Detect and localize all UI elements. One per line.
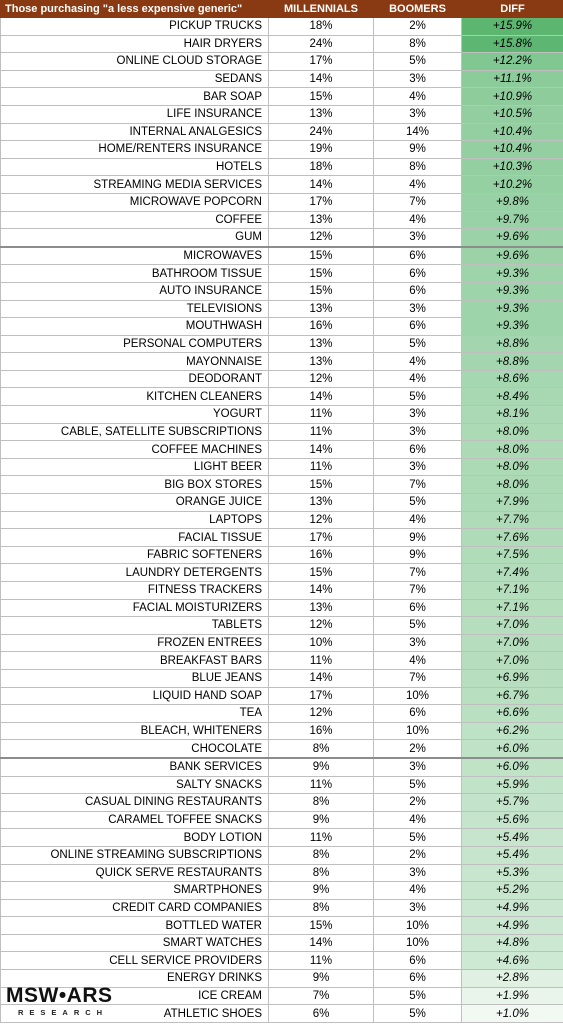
diff-cell: +2.8% <box>462 970 563 988</box>
boomers-cell: 4% <box>374 811 462 829</box>
millennials-cell: 7% <box>269 987 374 1005</box>
category-cell: LIGHT BEER <box>1 458 269 476</box>
diff-cell: +6.0% <box>462 740 563 758</box>
boomers-cell: 5% <box>374 388 462 406</box>
diff-cell: +9.6% <box>462 247 563 265</box>
table-row <box>1 952 563 970</box>
category-cell: STREAMING MEDIA SERVICES <box>1 176 269 194</box>
diff-cell: +7.6% <box>462 529 563 547</box>
boomers-cell: 5% <box>374 617 462 635</box>
boomers-cell: 4% <box>374 353 462 371</box>
millennials-cell: 24% <box>269 35 374 53</box>
millennials-cell: 11% <box>269 423 374 441</box>
diff-cell: +1.9% <box>462 987 563 1005</box>
diff-cell: +15.8% <box>462 35 563 53</box>
millennials-cell: 6% <box>269 1005 374 1023</box>
category-cell: CELL SERVICE PROVIDERS <box>1 952 269 970</box>
table-row <box>1 370 563 388</box>
millennials-cell: 14% <box>269 582 374 600</box>
boomers-cell: 3% <box>374 634 462 652</box>
millennials-cell: 11% <box>269 829 374 847</box>
table-row <box>1 141 563 159</box>
category-cell: TELEVISIONS <box>1 300 269 318</box>
millennials-cell: 16% <box>269 722 374 740</box>
boomers-cell: 4% <box>374 176 462 194</box>
boomers-cell: 6% <box>374 970 462 988</box>
category-cell: YOGURT <box>1 406 269 424</box>
diff-cell: +8.4% <box>462 388 563 406</box>
table-row <box>1 53 563 71</box>
millennials-cell: 12% <box>269 229 374 247</box>
diff-cell: +8.0% <box>462 423 563 441</box>
diff-cell: +7.0% <box>462 634 563 652</box>
table-row <box>1 917 563 935</box>
table-row <box>1 494 563 512</box>
category-cell: FACIAL MOISTURIZERS <box>1 599 269 617</box>
boomers-cell: 7% <box>374 669 462 687</box>
table-body <box>1 18 563 1023</box>
table-row <box>1 546 563 564</box>
diff-cell: +10.2% <box>462 176 563 194</box>
table-row <box>1 476 563 494</box>
diff-cell: +6.7% <box>462 687 563 705</box>
boomers-cell: 3% <box>374 423 462 441</box>
category-cell: QUICK SERVE RESTAURANTS <box>1 864 269 882</box>
category-cell: HOTELS <box>1 158 269 176</box>
boomers-cell: 5% <box>374 494 462 512</box>
logo-wordmark: MSW•ARS <box>6 984 113 1007</box>
millennials-cell: 15% <box>269 265 374 283</box>
millennials-cell: 8% <box>269 846 374 864</box>
boomers-cell: 9% <box>374 141 462 159</box>
table-row <box>1 229 563 247</box>
diff-cell: +8.8% <box>462 353 563 371</box>
millennials-cell: 15% <box>269 564 374 582</box>
boomers-cell: 6% <box>374 599 462 617</box>
millennials-cell: 14% <box>269 388 374 406</box>
table-row <box>1 776 563 794</box>
table-row <box>1 158 563 176</box>
category-cell: LAUNDRY DETERGENTS <box>1 564 269 582</box>
boomers-cell: 2% <box>374 18 462 36</box>
category-cell: COFFEE <box>1 211 269 229</box>
boomers-cell: 4% <box>374 211 462 229</box>
boomers-cell: 5% <box>374 335 462 353</box>
category-cell: TEA <box>1 705 269 723</box>
boomers-cell: 2% <box>374 846 462 864</box>
diff-cell: +4.9% <box>462 917 563 935</box>
millennials-cell: 13% <box>269 300 374 318</box>
table-row <box>1 846 563 864</box>
table-row <box>1 265 563 283</box>
boomers-cell: 8% <box>374 158 462 176</box>
boomers-cell: 3% <box>374 406 462 424</box>
header-boomers: BOOMERS <box>374 1 462 18</box>
header-millennials: MILLENNIALS <box>269 1 374 18</box>
mswarss-logo <box>6 984 156 1022</box>
boomers-cell: 7% <box>374 564 462 582</box>
category-cell: SEDANS <box>1 70 269 88</box>
diff-cell: +5.4% <box>462 846 563 864</box>
boomers-cell: 10% <box>374 917 462 935</box>
millennials-cell: 15% <box>269 88 374 106</box>
diff-cell: +7.0% <box>462 652 563 670</box>
table-row <box>1 669 563 687</box>
diff-cell: +8.6% <box>462 370 563 388</box>
boomers-cell: 3% <box>374 899 462 917</box>
header-diff: DIFF <box>462 1 563 18</box>
category-cell: FROZEN ENTREES <box>1 634 269 652</box>
category-cell: BATHROOM TISSUE <box>1 265 269 283</box>
table-row <box>1 282 563 300</box>
millennials-cell: 24% <box>269 123 374 141</box>
diff-cell: +7.1% <box>462 599 563 617</box>
millennials-cell: 15% <box>269 917 374 935</box>
boomers-cell: 6% <box>374 265 462 283</box>
boomers-cell: 10% <box>374 687 462 705</box>
millennials-cell: 18% <box>269 158 374 176</box>
table-row <box>1 652 563 670</box>
table-row <box>1 582 563 600</box>
diff-cell: +4.9% <box>462 899 563 917</box>
boomers-cell: 4% <box>374 882 462 900</box>
diff-cell: +8.1% <box>462 406 563 424</box>
diff-cell: +5.6% <box>462 811 563 829</box>
diff-cell: +12.2% <box>462 53 563 71</box>
table-row <box>1 564 563 582</box>
diff-cell: +10.9% <box>462 88 563 106</box>
table-row <box>1 758 563 776</box>
diff-cell: +8.0% <box>462 458 563 476</box>
diff-cell: +9.6% <box>462 229 563 247</box>
table-row <box>1 882 563 900</box>
millennials-cell: 9% <box>269 970 374 988</box>
diff-cell: +7.4% <box>462 564 563 582</box>
millennials-cell: 8% <box>269 740 374 758</box>
boomers-cell: 3% <box>374 229 462 247</box>
boomers-cell: 7% <box>374 193 462 211</box>
boomers-cell: 5% <box>374 829 462 847</box>
table-row <box>1 794 563 812</box>
millennials-cell: 19% <box>269 141 374 159</box>
diff-cell: +6.2% <box>462 722 563 740</box>
table-row <box>1 247 563 265</box>
category-cell: SMARTPHONES <box>1 882 269 900</box>
diff-cell: +11.1% <box>462 70 563 88</box>
boomers-cell: 7% <box>374 582 462 600</box>
diff-cell: +7.9% <box>462 494 563 512</box>
boomers-cell: 5% <box>374 776 462 794</box>
category-cell: CARAMEL TOFFEE SNACKS <box>1 811 269 829</box>
millennials-cell: 16% <box>269 546 374 564</box>
table-row <box>1 687 563 705</box>
diff-cell: +9.3% <box>462 265 563 283</box>
boomers-cell: 6% <box>374 705 462 723</box>
diff-cell: +5.3% <box>462 864 563 882</box>
boomers-cell: 5% <box>374 987 462 1005</box>
category-cell: LIFE INSURANCE <box>1 105 269 123</box>
diff-cell: +7.5% <box>462 546 563 564</box>
millennials-cell: 17% <box>269 529 374 547</box>
boomers-cell: 10% <box>374 934 462 952</box>
category-cell: BIG BOX STORES <box>1 476 269 494</box>
header-category: Those purchasing "a less expensive generic" <box>1 1 269 18</box>
table-row <box>1 388 563 406</box>
millennials-cell: 14% <box>269 669 374 687</box>
category-cell: DEODORANT <box>1 370 269 388</box>
boomers-cell: 2% <box>374 740 462 758</box>
category-cell: PERSONAL COMPUTERS <box>1 335 269 353</box>
millennials-cell: 8% <box>269 864 374 882</box>
table-row <box>1 599 563 617</box>
table-row <box>1 441 563 459</box>
category-cell: GUM <box>1 229 269 247</box>
boomers-cell: 4% <box>374 88 462 106</box>
header-row <box>1 1 563 18</box>
table-row <box>1 529 563 547</box>
boomers-cell: 3% <box>374 458 462 476</box>
category-cell: ORANGE JUICE <box>1 494 269 512</box>
table-row <box>1 18 563 36</box>
table-row <box>1 88 563 106</box>
category-cell: MICROWAVE POPCORN <box>1 193 269 211</box>
millennials-cell: 8% <box>269 794 374 812</box>
diff-cell: +7.1% <box>462 582 563 600</box>
boomers-cell: 3% <box>374 105 462 123</box>
diff-cell: +9.8% <box>462 193 563 211</box>
diff-cell: +6.6% <box>462 705 563 723</box>
millennials-cell: 17% <box>269 53 374 71</box>
category-cell: BAR SOAP <box>1 88 269 106</box>
diff-cell: +4.6% <box>462 952 563 970</box>
table-row <box>1 70 563 88</box>
table-row <box>1 511 563 529</box>
table-row <box>1 864 563 882</box>
millennials-cell: 15% <box>269 282 374 300</box>
millennials-cell: 14% <box>269 934 374 952</box>
category-cell: TABLETS <box>1 617 269 635</box>
millennials-cell: 11% <box>269 458 374 476</box>
millennials-cell: 15% <box>269 247 374 265</box>
diff-cell: +5.7% <box>462 794 563 812</box>
category-cell: COFFEE MACHINES <box>1 441 269 459</box>
boomers-cell: 3% <box>374 300 462 318</box>
table-row <box>1 722 563 740</box>
table-row <box>1 105 563 123</box>
millennials-cell: 11% <box>269 652 374 670</box>
boomers-cell: 9% <box>374 546 462 564</box>
boomers-cell: 2% <box>374 794 462 812</box>
boomers-cell: 4% <box>374 370 462 388</box>
boomers-cell: 6% <box>374 441 462 459</box>
millennials-cell: 9% <box>269 811 374 829</box>
category-cell: KITCHEN CLEANERS <box>1 388 269 406</box>
millennials-cell: 13% <box>269 211 374 229</box>
boomers-cell: 6% <box>374 282 462 300</box>
diff-cell: +9.3% <box>462 318 563 336</box>
logo-subtitle: RESEARCH <box>18 1008 109 1017</box>
category-cell: CHOCOLATE <box>1 740 269 758</box>
boomers-cell: 3% <box>374 864 462 882</box>
boomers-cell: 6% <box>374 247 462 265</box>
millennials-cell: 13% <box>269 494 374 512</box>
diff-cell: +5.9% <box>462 776 563 794</box>
category-cell: ENERGY DRINKS <box>1 970 269 988</box>
millennials-cell: 12% <box>269 705 374 723</box>
category-cell: ONLINE CLOUD STORAGE <box>1 53 269 71</box>
category-cell: FACIAL TISSUE <box>1 529 269 547</box>
table-row <box>1 353 563 371</box>
millennials-cell: 9% <box>269 882 374 900</box>
diff-cell: +5.2% <box>462 882 563 900</box>
millennials-cell: 13% <box>269 353 374 371</box>
millennials-cell: 18% <box>269 18 374 36</box>
diff-cell: +10.4% <box>462 123 563 141</box>
boomers-cell: 7% <box>374 476 462 494</box>
table-row <box>1 211 563 229</box>
category-cell: FITNESS TRACKERS <box>1 582 269 600</box>
category-cell: CABLE, SATELLITE SUBSCRIPTIONS <box>1 423 269 441</box>
diff-cell: +10.5% <box>462 105 563 123</box>
table-row <box>1 740 563 758</box>
table-row <box>1 934 563 952</box>
table-row <box>1 617 563 635</box>
boomers-cell: 6% <box>374 318 462 336</box>
table-row <box>1 300 563 318</box>
diff-cell: +10.4% <box>462 141 563 159</box>
category-cell: LIQUID HAND SOAP <box>1 687 269 705</box>
millennials-cell: 13% <box>269 335 374 353</box>
diff-cell: +4.8% <box>462 934 563 952</box>
boomers-cell: 4% <box>374 511 462 529</box>
table-row <box>1 634 563 652</box>
diff-cell: +10.3% <box>462 158 563 176</box>
category-cell: CASUAL DINING RESTAURANTS <box>1 794 269 812</box>
diff-cell: +7.0% <box>462 617 563 635</box>
diff-cell: +5.4% <box>462 829 563 847</box>
table-row <box>1 829 563 847</box>
category-cell: CREDIT CARD COMPANIES <box>1 899 269 917</box>
millennials-cell: 10% <box>269 634 374 652</box>
table-row <box>1 35 563 53</box>
boomers-cell: 5% <box>374 1005 462 1023</box>
category-cell: MOUTHWASH <box>1 318 269 336</box>
category-cell: ICE CREAM <box>1 987 269 1005</box>
boomers-cell: 5% <box>374 53 462 71</box>
diff-cell: +9.3% <box>462 282 563 300</box>
category-cell: HAIR DRYERS <box>1 35 269 53</box>
table-row <box>1 811 563 829</box>
millennials-cell: 17% <box>269 687 374 705</box>
category-cell: HOME/RENTERS INSURANCE <box>1 141 269 159</box>
millennials-cell: 9% <box>269 758 374 776</box>
table-row <box>1 123 563 141</box>
millennials-cell: 11% <box>269 776 374 794</box>
boomers-cell: 8% <box>374 35 462 53</box>
table-row <box>1 406 563 424</box>
millennials-cell: 11% <box>269 952 374 970</box>
category-cell: LAPTOPS <box>1 511 269 529</box>
category-cell: BLEACH, WHITENERS <box>1 722 269 740</box>
boomers-cell: 10% <box>374 722 462 740</box>
diff-cell: +7.7% <box>462 511 563 529</box>
category-cell: BREAKFAST BARS <box>1 652 269 670</box>
diff-cell: +8.0% <box>462 476 563 494</box>
table-row <box>1 458 563 476</box>
diff-cell: +9.7% <box>462 211 563 229</box>
category-cell: MICROWAVES <box>1 247 269 265</box>
category-cell: FABRIC SOFTENERS <box>1 546 269 564</box>
millennials-cell: 12% <box>269 511 374 529</box>
millennials-cell: 12% <box>269 617 374 635</box>
category-cell: BANK SERVICES <box>1 758 269 776</box>
category-cell: AUTO INSURANCE <box>1 282 269 300</box>
category-cell: ONLINE STREAMING SUBSCRIPTIONS <box>1 846 269 864</box>
millennials-cell: 17% <box>269 193 374 211</box>
millennials-cell: 12% <box>269 370 374 388</box>
millennials-cell: 14% <box>269 441 374 459</box>
category-cell: BLUE JEANS <box>1 669 269 687</box>
category-cell: INTERNAL ANALGESICS <box>1 123 269 141</box>
millennials-cell: 16% <box>269 318 374 336</box>
table-row <box>1 335 563 353</box>
millennials-cell: 13% <box>269 599 374 617</box>
category-cell: MAYONNAISE <box>1 353 269 371</box>
boomers-cell: 3% <box>374 758 462 776</box>
table-row <box>1 423 563 441</box>
boomers-cell: 3% <box>374 70 462 88</box>
boomers-cell: 9% <box>374 529 462 547</box>
boomers-cell: 4% <box>374 652 462 670</box>
table-row <box>1 193 563 211</box>
diff-cell: +15.9% <box>462 18 563 36</box>
diff-cell: +8.8% <box>462 335 563 353</box>
category-cell: ATHLETIC SHOES <box>1 1005 269 1023</box>
boomers-cell: 6% <box>374 952 462 970</box>
category-cell: SMART WATCHES <box>1 934 269 952</box>
millennials-cell: 14% <box>269 176 374 194</box>
category-cell: PICKUP TRUCKS <box>1 18 269 36</box>
diff-cell: +1.0% <box>462 1005 563 1023</box>
diff-cell: +6.9% <box>462 669 563 687</box>
category-cell: BOTTLED WATER <box>1 917 269 935</box>
table-row <box>1 899 563 917</box>
table-row <box>1 176 563 194</box>
category-cell: BODY LOTION <box>1 829 269 847</box>
millennials-cell: 15% <box>269 476 374 494</box>
category-cell: SALTY SNACKS <box>1 776 269 794</box>
table-row <box>1 705 563 723</box>
millennials-cell: 11% <box>269 406 374 424</box>
millennials-cell: 8% <box>269 899 374 917</box>
diff-cell: +9.3% <box>462 300 563 318</box>
millennials-cell: 13% <box>269 105 374 123</box>
table-row <box>1 318 563 336</box>
diff-cell: +8.0% <box>462 441 563 459</box>
boomers-cell: 14% <box>374 123 462 141</box>
millennials-cell: 14% <box>269 70 374 88</box>
diff-cell: +6.0% <box>462 758 563 776</box>
